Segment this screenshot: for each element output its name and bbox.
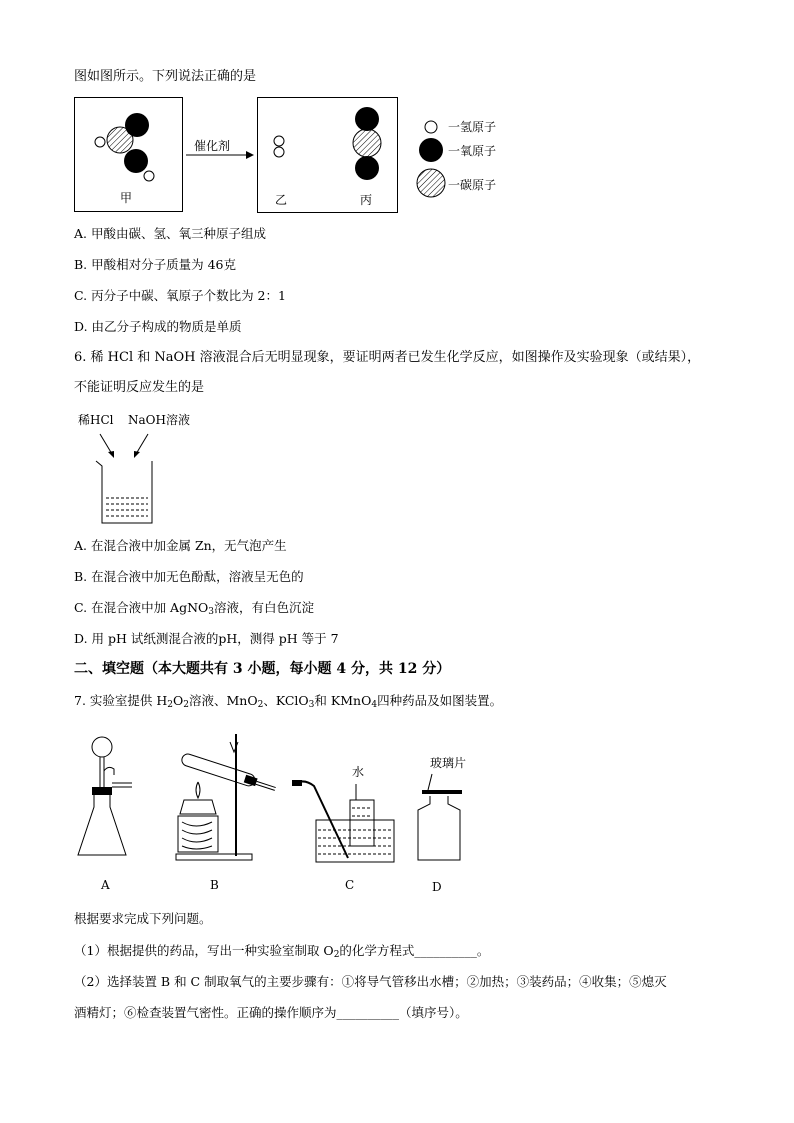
q5-option-b: B. 甲酸相对分子质量为 46克 — [74, 257, 237, 272]
beaker-label-hcl: 稀HCl — [78, 413, 114, 427]
apparatus-label-b: B — [210, 878, 219, 892]
q6-option-b: B. 在混合液中加无色酚酞，溶液呈无色的 — [74, 569, 304, 584]
intro-line: 图如图所示。下列说法正确的是 — [74, 69, 257, 84]
reaction-arrow-icon — [184, 150, 256, 160]
apparatus-b-heating — [170, 730, 290, 865]
q5-option-c: C. 丙分子中碳、氧原子个数比为 2：1 — [74, 288, 286, 303]
legend-carbon-icon — [416, 168, 446, 198]
q7-sub1: （1）根据提供的药品，写出一种实验室制取 $O_2$的化学方程式__________。 — [74, 943, 490, 960]
beaker-diagram — [90, 430, 160, 525]
q7-sub2-line1: （2）选择装置 B 和 C 制取氧气的主要步骤有：①将导气管移出水槽；②加热；③装药品；④收集；⑤熄灭 — [74, 974, 667, 989]
product-label-2: 丙 — [360, 193, 373, 207]
apparatus-d-gas-jar — [408, 768, 468, 868]
q7-requirement: 根据要求完成下列问题。 — [74, 911, 212, 926]
reactant-label: 甲 — [120, 191, 133, 205]
apparatus-c-water-trough — [288, 770, 398, 870]
legend-hydrogen: 一氢原子 — [448, 120, 497, 134]
q5-option-a: A. 甲酸由碳、氢、氧三种原子组成 — [74, 226, 266, 241]
q7-stem: 7. 实验室提供 $H_2O_2$溶液、MnO$_2$、KClO$_3$和 KMnO$_4$四种药品及如图装置。 — [74, 693, 503, 710]
legend-carbon: 一碳原子 — [448, 178, 497, 192]
legend-hydrogen-icon — [424, 120, 438, 134]
q6-option-a: A. 在混合液中加金属 Zn，无气泡产生 — [74, 538, 287, 553]
apparatus-label-d: D — [432, 880, 442, 894]
q6-stem-line2: 不能证明反应发生的是 — [74, 380, 205, 395]
legend-oxygen-icon — [418, 137, 444, 163]
q6-option-d: D. 用 pH 试纸测混合液的pH，测得 pH 等于 7 — [74, 631, 339, 646]
q7-sub2-line2: 酒精灯；⑥检查装置气密性。正确的操作顺序为__________（填序号）。 — [74, 1005, 468, 1020]
glass-plate-label: 玻璃片 — [430, 756, 467, 770]
q6-option-c: C. 在混合液中加 AgNO$_3$溶液，有白色沉淀 — [74, 600, 315, 617]
section2-title: 二、填空题（本大题共有 3 小题，每小题 4 分，共 12 分） — [74, 661, 451, 677]
apparatus-label-a: A — [101, 878, 110, 892]
beaker-label-naoh: NaOH溶液 — [128, 413, 190, 427]
apparatus-a-flask — [72, 735, 142, 865]
q5-option-d: D. 由乙分子构成的物质是单质 — [74, 319, 242, 334]
q6-stem-line1: 6. 稀 HCl 和 NaOH 溶液混合后无明显现象，要证明两者已发生化学反应，如图操作及实验现象（或结果）， — [74, 350, 701, 365]
product-label-1: 乙 — [275, 193, 288, 207]
catalyst-label: 催化剂 — [194, 139, 231, 153]
legend-oxygen: 一氧原子 — [448, 144, 497, 158]
apparatus-label-c: C — [345, 878, 355, 892]
water-label: 水 — [352, 765, 365, 779]
